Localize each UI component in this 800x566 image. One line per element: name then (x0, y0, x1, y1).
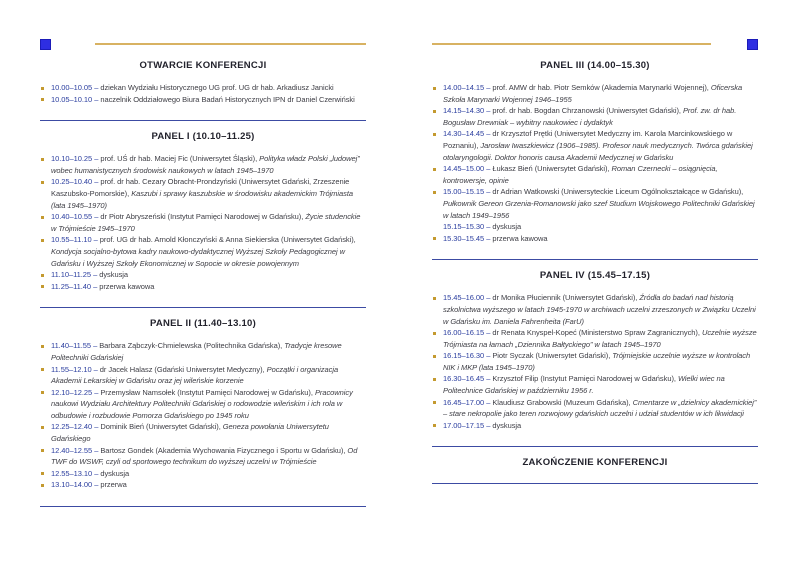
item-time: 12.40–12.55 – (51, 445, 101, 455)
item-text: Piotr Syczak (Uniwersytet Gdański), (492, 351, 613, 361)
blue-square-icon (40, 39, 51, 50)
bullet-icon (41, 285, 44, 288)
bullet-icon (41, 274, 44, 277)
program-item (40, 269, 366, 281)
section-divider (40, 120, 366, 121)
item-time: 11.40–11.55 – (51, 341, 100, 351)
bullet-icon (433, 355, 436, 358)
item-time: 12.25–12.40 – (51, 422, 101, 432)
item-title: Źródła do badań nad historią szkolnictwa wyższego w latach 1945-1970 w archiwach uczelni zrzeszonych w Związku Uczelni w Gdańsku im. Daniela Fahrenheita (FarU) (443, 293, 756, 326)
bullet-icon (41, 98, 44, 101)
bullet-icon (433, 191, 436, 194)
item-time: 10.40–10.55 – (51, 212, 101, 222)
item-text: Dominik Bień (Uniwersytet Gdański), (100, 422, 223, 432)
bullet-icon (41, 368, 44, 371)
item-text: dr Piotr Abryszeński (Instytut Pamięci Narodowej w Gdańsku), (100, 212, 306, 222)
bullet-icon (41, 239, 44, 242)
section-divider (40, 506, 366, 507)
item-text: Łukasz Bień (Uniwersytet Gdański), (492, 164, 612, 174)
program-item (432, 327, 758, 350)
item-text: dr Jacek Halasz (Gdański Uniwersytet Medyczny), (99, 364, 267, 374)
item-time: 14.15–14.30 – (443, 106, 493, 116)
bullet-icon (41, 87, 44, 90)
item-text: przerwa (100, 480, 127, 490)
column-right (432, 38, 758, 566)
item-text: prof. UG dr hab. Arnold Kłonczyński & Anna Siekierska (Uniwersytet Gdański), (99, 235, 356, 245)
item-time: 10.55–11.10 – (51, 235, 100, 245)
item-time: 15.15–15.30 – (443, 222, 493, 232)
item-time: 15.45–16.00 – (443, 293, 493, 303)
bullet-icon (433, 424, 436, 427)
program-item (40, 468, 366, 480)
item-text: dyskusja (100, 468, 130, 478)
section-heading: PANEL III (14.00–15.30) (540, 60, 650, 71)
program-list (40, 82, 366, 105)
section-heading: ZAKOŃCZENIE KONFERENCJI (522, 457, 668, 469)
program-item (40, 153, 366, 176)
item-text: Krzysztof Filip (Instytut Pamięci Narodowej w Gdańsku), (492, 374, 678, 384)
section-divider (432, 446, 758, 447)
bullet-icon (433, 401, 436, 404)
item-text: przerwa kawowa (99, 281, 155, 291)
item-text: Przemysław Namsołek (Instytut Pamięci Narodowej w Gdańsku), (100, 387, 315, 397)
item-time: 10.00–10.05 – (51, 83, 101, 92)
item-title: Trójmiejskie uczelnie wyższe w kontrolach NIK i MKP (lata 1945–1970) (443, 351, 751, 372)
item-time: 15.00–15.15 – (443, 187, 493, 197)
section-divider (432, 483, 758, 484)
bullet-icon (41, 391, 44, 394)
bullet-icon (41, 216, 44, 219)
program-item (432, 82, 758, 105)
item-title: Geneza powołania Uniwersytetu Gdańskiego (51, 422, 329, 444)
section-divider (40, 307, 366, 308)
program-item (432, 163, 758, 186)
bullet-icon (433, 133, 436, 136)
item-text: prof. dr hab. Bogdan Chrzanowski (Uniwersytet Gdański), (492, 106, 683, 116)
item-text: dyskusja (492, 222, 522, 232)
item-time: 16.45–17.00 – (443, 397, 493, 407)
bullet-icon (433, 237, 436, 240)
item-title: Polityka władz Polski „ludowej” wobec humanistycznych środowisk naukowych w latach 1945–1970 (51, 154, 360, 175)
item-text: Barbara Ząbczyk-Chmielewska (Politechnika Gdańska), (99, 341, 285, 351)
item-text: Klaudiusz Grabowski (Muzeum Gdańska), (492, 397, 633, 407)
program-item (40, 387, 366, 422)
item-time: 14.00–14.15 – (443, 83, 493, 92)
bullet-icon (433, 297, 436, 300)
item-text: przerwa kawowa (492, 233, 548, 243)
program-item (432, 128, 758, 163)
section-divider (432, 259, 758, 260)
item-text: prof. UŚ dr hab. Maciej Fic (Uniwersytet Śląski), (100, 154, 260, 164)
item-time: 14.30–14.45 – (443, 129, 493, 139)
item-title: Oficerska Szkoła Marynarki Wojennej 1946–1955 (443, 83, 743, 104)
item-time: 12.10–12.25 – (51, 387, 101, 397)
item-time: 10.10–10.25 – (51, 154, 101, 164)
item-time: 16.15–16.30 – (443, 351, 493, 361)
item-time: 13.10–14.00 – (51, 480, 101, 490)
program-item (432, 186, 758, 221)
program-item (432, 233, 758, 245)
bullet-icon (433, 332, 436, 335)
section-heading: OTWARCIE KONFERENCJI (139, 60, 267, 71)
item-title: Prof. zw. dr hab. Bogusław Drewniak – wybitny naukowiec i dydaktyk (443, 106, 737, 127)
program-list (40, 153, 366, 292)
program-item (40, 211, 366, 234)
program-item (40, 479, 366, 491)
blue-square-icon (747, 39, 758, 50)
item-text: prof. dr hab. Cezary Obracht-Prondzyński (Uniwersytet Gdański, Zrzeszenie Kaszubsko-Pomorskie), (51, 177, 350, 198)
bullet-icon (41, 345, 44, 348)
item-time: 16.00–16.15 – (443, 328, 493, 338)
item-title: Cmentarze w „dzielnicy akademickiej” – stare nekropolie jako teren rozwojowy gdańskich uczelni i udział studentów w ich likwidacji (443, 397, 757, 419)
item-text: dr Adrian Watkowski (Uniwersyteckie Liceum Ogólnokształcące w Gdańsku), (492, 187, 744, 197)
item-time: 15.30–15.45 – (443, 233, 493, 243)
item-time: 10.25–10.40 – (51, 177, 101, 187)
item-title: Od TWF do WSWF, czyli od sportowego technikum do wyższej uczelni w Trójmieście (51, 445, 358, 467)
item-text: dr Monika Płuciennik (Uniwersytet Gdański), (492, 293, 640, 303)
program-item (40, 421, 366, 444)
section-heading: PANEL II (11.40–13.10) (149, 318, 256, 330)
gold-rule-line (432, 43, 711, 45)
bullet-icon (41, 181, 44, 184)
item-time: 10.05–10.10 – (51, 94, 101, 104)
program-item (432, 350, 758, 373)
bullet-icon (41, 449, 44, 452)
program-item (40, 82, 366, 94)
program-item (432, 221, 758, 233)
program-item (40, 364, 366, 387)
item-text: dyskusja (492, 420, 522, 430)
bullet-icon (433, 87, 436, 90)
program-item (432, 105, 758, 128)
item-text: naczelnik Oddziałowego Biura Badań Historycznych IPN dr Daniel Czerwiński (100, 94, 355, 104)
item-text: dziekan Wydziału Historycznego UG prof. UG dr hab. Arkadiusz Janicki (100, 83, 334, 92)
item-title: Życie studenckie w Trójmieście 1945–1970 (51, 212, 361, 233)
column-left (40, 38, 366, 566)
item-text: prof. AMW dr hab. Piotr Semków (Akademia Marynarki Wojennej), (492, 83, 711, 92)
item-time: 14.45–15.00 – (443, 164, 493, 174)
item-title: Kaszubi i sprawy kaszubskie w środowisku akademickim Trójmiasta (lata 1945–1970) (51, 188, 353, 210)
bullet-icon (41, 484, 44, 487)
item-time: 11.25–11.40 – (51, 281, 100, 291)
item-title: Pułkownik Gereon Grzenia-Romanowski jako szef Studium Wojskowego Politechniki Gdańskiej w latach 1949–1956 (443, 198, 755, 220)
item-title: Uczelnie wyższe Trójmiasta na łamach „Dziennika Bałtyckiego” w latach 1945–1970 (443, 328, 757, 349)
gold-rule-line (95, 43, 366, 45)
program-item (40, 340, 366, 363)
item-time: 12.55–13.10 – (51, 468, 101, 478)
section-heading: PANEL IV (15.45–17.15) (539, 270, 651, 282)
item-title: Roman Czernecki – osiągnięcia, kontrowersje, opinie (443, 164, 718, 185)
bullet-icon (433, 168, 436, 171)
item-title: Tradycje kresowe Politechniki Gdańskiej (51, 341, 342, 362)
corner-ornament (40, 38, 366, 50)
bullet-icon (41, 426, 44, 429)
item-text: dr Krzysztof Prętki (Uniwersytet Medyczny im. Karola Marcinkowskiego w Poznaniu), (443, 129, 733, 150)
item-title: Jarosław Iwaszkiewicz (1906–1985). Profesor nauk medycznych. Twórca gdańskiej otolaryngologii. Doktor honoris causa Akademii Medycznej w Gdańsku (443, 140, 753, 162)
bullet-icon (433, 378, 436, 381)
section-heading: PANEL I (10.10–11.25) (151, 131, 255, 143)
item-title: Początki i organizacja Akademii Lekarskiej w Gdańsku oraz jej wileńskie korzenie (51, 364, 339, 386)
program-item (40, 176, 366, 211)
item-time: 11.10–11.25 – (51, 270, 100, 280)
bullet-icon (433, 110, 436, 113)
item-text: dyskusja (99, 270, 129, 280)
item-text: dr Renata Knyspel-Kopeć (Ministerstwo Spraw Zagranicznych), (492, 328, 702, 338)
program-item (432, 292, 758, 327)
program-item (432, 373, 758, 396)
item-title: Wielki wiec na Politechnice Gdańskiej w październiku 1956 r. (443, 374, 725, 396)
item-title: Kondycja socjalno-bytowa kadry naukowo-dydaktycznej Wyższej Szkoły Pedagogicznej w Gdańsku i Wyższej Szkoły Ekonomicznej w Sopocie w okresie powojennym (51, 246, 345, 268)
program-item (40, 234, 366, 269)
program-item (40, 445, 366, 468)
item-text: Bartosz Gondek (Akademia Wychowania Fizycznego i Sportu w Gdańsku), (100, 445, 348, 455)
item-time: 11.55–12.10 – (51, 364, 100, 374)
item-title: Pracownicy naukowi Wydziału Architektury Politechniki Gdańskiej o rodowodzie wileńskim i ich rola w odbudowie i rozbudowie Pomorza Gdańskiego po 1945 roku (51, 387, 353, 420)
item-time: 17.00–17.15 – (443, 420, 493, 430)
bullet-icon (41, 472, 44, 475)
bullet-icon (41, 158, 44, 161)
program-item (40, 281, 366, 293)
program-list (432, 292, 758, 431)
item-time: 16.30–16.45 – (443, 374, 493, 384)
program-list (432, 82, 758, 244)
program-item (432, 420, 758, 432)
corner-ornament (432, 38, 758, 50)
program-item (432, 397, 758, 420)
program-list (40, 340, 366, 491)
program-item (40, 94, 366, 106)
